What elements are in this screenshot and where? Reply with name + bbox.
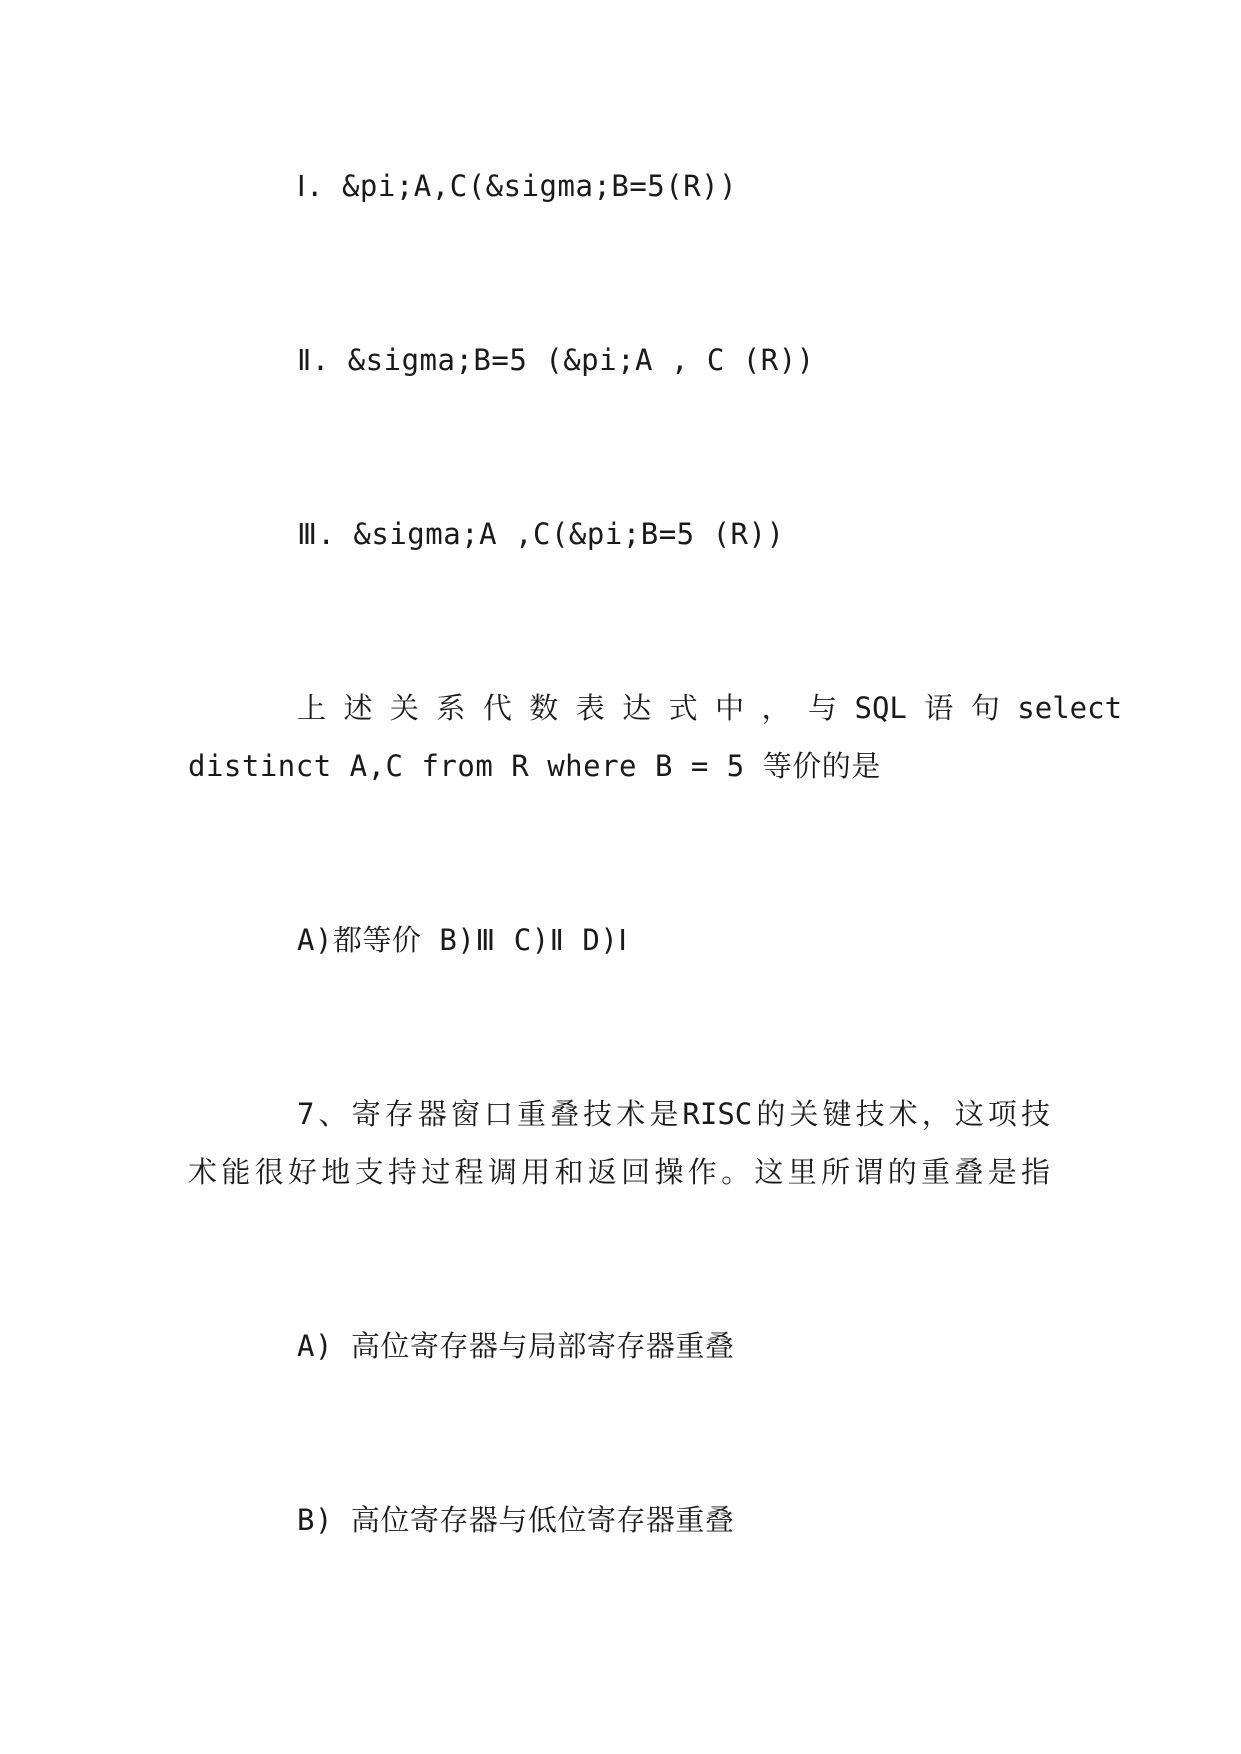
question-6-answers: A)都等价 B)Ⅲ C)Ⅱ D)Ⅰ [297,923,628,957]
question-7-text-line-2: 术能很好地支持过程调用和返回操作。这里所谓的重叠是指 [188,1155,1050,1189]
question-7-option-b: B) 高位寄存器与低位寄存器重叠 [297,1503,735,1537]
question-6-text-line-2: distinct A,C from R where B = 5 等价的是 [188,749,881,783]
question-6-text-line-1: 上 述 关 系 代 数 表 达 式 中 ， 与 SQL 语 句 select [297,691,1123,725]
question-7-text-line-1: 7、寄存器窗口重叠技术是RISC的关键技术，这项技 [297,1097,1050,1131]
roman-option-1: Ⅰ. &pi;A,C(&sigma;B=5(R)) [297,169,738,203]
roman-option-2: Ⅱ. &sigma;B=5 (&pi;A , C (R)) [297,343,815,377]
roman-option-3: Ⅲ. &sigma;A ,C(&pi;B=5 (R)) [297,517,785,551]
question-7-option-a: A) 高位寄存器与局部寄存器重叠 [297,1329,735,1363]
